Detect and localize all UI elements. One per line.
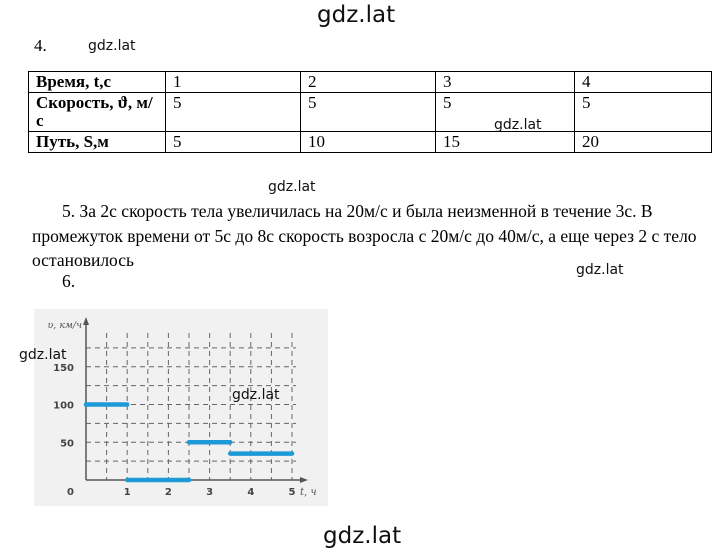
watermark-graph-left: gdz.lat bbox=[19, 347, 67, 363]
table-row-time bbox=[29, 72, 712, 93]
table-cell: 5 bbox=[575, 93, 712, 132]
table-cell: 4 bbox=[575, 72, 712, 93]
table-cell: 3 bbox=[436, 72, 575, 93]
task-5-text: 5. За 2с скорость тела увеличилась на 20м/с и была неизменной в течение 3с. В промежуток времени от 5с до 8с скорость возросла с 20м/с до 40м/с, а еще через 2 с тело остановилось bbox=[32, 201, 697, 270]
watermark-bottom: gdz.lat bbox=[323, 523, 402, 549]
table-cell: 5 bbox=[166, 93, 301, 132]
task-6-number: 6. bbox=[62, 271, 76, 291]
watermark-below-table: gdz.lat bbox=[268, 179, 316, 195]
table-cell: 5 bbox=[436, 93, 575, 132]
watermark-top: gdz.lat bbox=[317, 2, 396, 28]
table-row-speed bbox=[29, 93, 712, 132]
task-4-number: 4. bbox=[34, 36, 47, 55]
x-tick-label: 3 bbox=[206, 487, 214, 498]
table-header-cell: Путь, S,м bbox=[29, 132, 166, 153]
x-tick-label: 1 bbox=[123, 487, 131, 498]
table-cell: 5 bbox=[166, 132, 301, 153]
x-tick-label: 4 bbox=[247, 487, 255, 498]
x-axis-label: t, ч bbox=[300, 487, 317, 498]
origin-label: 0 bbox=[67, 487, 74, 498]
table-header-cell: Скорость, ϑ, м/с bbox=[29, 93, 166, 132]
table-row-distance bbox=[29, 132, 712, 153]
table-cell: 20 bbox=[575, 132, 712, 153]
table-header-cell: Время, t,c bbox=[29, 72, 166, 93]
graph-background bbox=[34, 309, 328, 506]
watermark-graph-mid: gdz.lat bbox=[232, 387, 280, 403]
y-tick-label: 100 bbox=[53, 400, 74, 412]
x-tick-label: 5 bbox=[288, 487, 296, 498]
watermark-task4: gdz.lat bbox=[88, 38, 136, 54]
motion-table bbox=[28, 71, 712, 153]
table-cell: 5 bbox=[301, 93, 436, 132]
y-tick-label: 50 bbox=[60, 438, 74, 450]
table-cell: 10 bbox=[301, 132, 436, 153]
watermark-right: gdz.lat bbox=[576, 262, 624, 278]
table-cell: 1 bbox=[166, 72, 301, 93]
table-cell: 15 bbox=[436, 132, 575, 153]
y-axis-label: υ, км/ч bbox=[47, 320, 82, 331]
x-tick-label: 2 bbox=[164, 487, 172, 498]
velocity-time-graph bbox=[34, 309, 328, 506]
watermark-table: gdz.lat bbox=[494, 117, 542, 133]
table-cell: 2 bbox=[301, 72, 436, 93]
y-tick-label: 150 bbox=[53, 362, 74, 374]
